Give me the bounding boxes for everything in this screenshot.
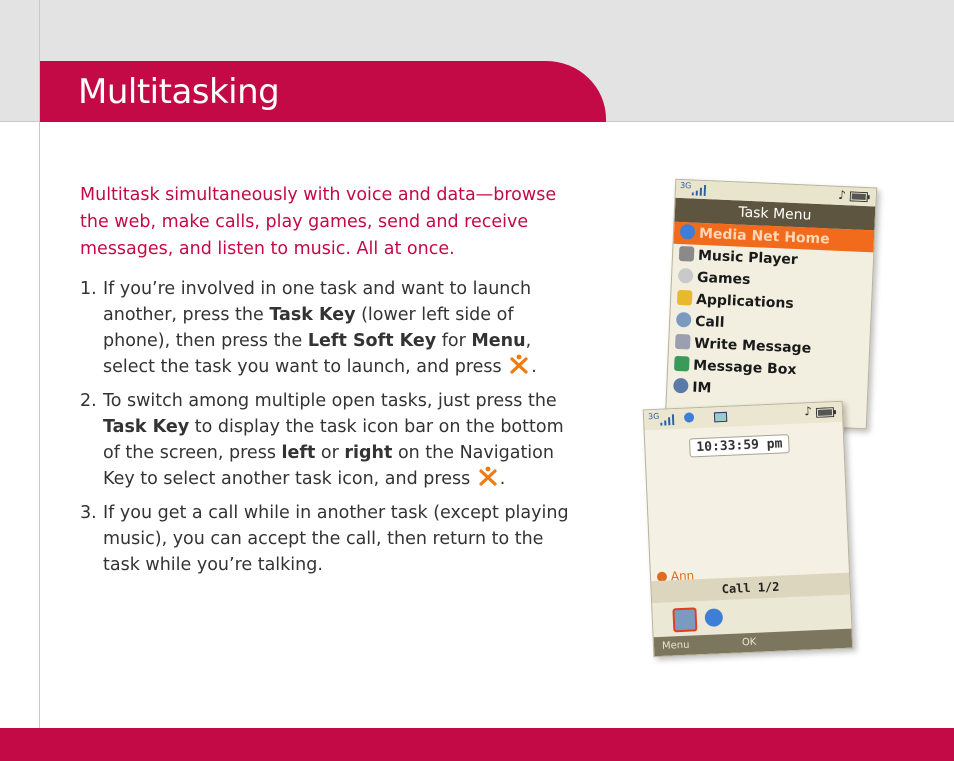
ok-key-icon [476,466,500,488]
step-1 [80,276,580,380]
page-title: Multitasking [78,72,280,112]
task-menu-screenshot [665,179,877,430]
clock-display: 10:33:59 pm [689,434,790,457]
step-number: 2. [80,391,97,411]
task-menu-item: Music Player [673,244,874,275]
im-icon [673,378,689,394]
folder-icon [677,290,693,306]
step-text: , select the task you want to launch, and press [103,331,532,377]
write-message-icon [675,334,691,350]
step-key-name: Task Key [269,305,356,325]
caller-name: Ann [657,568,695,584]
globe-icon [684,412,694,422]
task-menu-item: Applications [671,288,872,319]
music-icon [679,246,695,262]
music-note-icon: ♪ [803,404,813,419]
task-menu-item: Message Box [668,354,869,385]
step-text: for [436,331,472,351]
task-menu-header: Task Menu [674,198,875,231]
ok-key-icon [507,354,531,376]
games-icon [678,268,694,284]
network-label: 3G [647,411,660,422]
step-key-name: right [344,443,393,463]
call-screen-screenshot [643,401,854,657]
soft-key-ok: OK [741,636,757,649]
call-status-bar: Call 1/2 [651,573,850,604]
battery-icon [850,191,870,202]
step-text: To switch among multiple open tasks, just press the [103,391,557,411]
step-number: 3. [80,503,97,523]
task-menu-item: Write Message [669,332,870,363]
message-box-icon [674,356,690,372]
step-2 [80,388,580,492]
signal-icon [692,184,706,196]
step-text: on the Navigation Key to select another task icon, and press [103,443,554,489]
step-text: If you’re involved in one task and want to launch another, press the [103,279,532,325]
intro-paragraph: Multitask simultaneously with voice and data—browse the web, make calls, play games, send and receive messages, and listen to music. All at once. [80,185,557,259]
title-tab [40,61,606,122]
task-menu-item: IM [667,376,868,407]
step-key-name: Left Soft Key [307,331,437,351]
task-menu-item: Media Net Home [674,222,875,253]
bottom-band [0,728,954,761]
steps-list [80,276,580,586]
monitor-icon [714,412,727,423]
soft-key-menu: Menu [661,639,690,652]
step-text: . [499,469,506,489]
step-text: If you get a call while in another task (except playing music), you can accept the call, then return to the task while you’re talking. [103,503,569,575]
task-menu-item: Games [672,266,873,297]
step-text: or [315,443,345,463]
step-key-name: left [281,443,316,463]
step-text: (lower left side of phone), then press the [103,305,514,351]
step-text: to display the task icon bar on the bottom of the screen, press [103,417,564,463]
browser-task-icon [704,608,723,627]
call-task-icon [672,607,697,632]
signal-icon [660,414,674,426]
task-menu-item: Call [670,310,871,341]
step-text: . [531,357,537,377]
phone-icon [676,312,692,328]
step-key-name: Menu [471,331,526,351]
globe-icon [680,224,696,240]
step-3 [80,500,580,578]
network-label: 3G [679,180,692,191]
music-note-icon: ♪ [837,187,847,203]
step-number: 1. [80,279,97,299]
step-key-name: Task Key [103,417,190,437]
battery-icon [816,407,836,418]
